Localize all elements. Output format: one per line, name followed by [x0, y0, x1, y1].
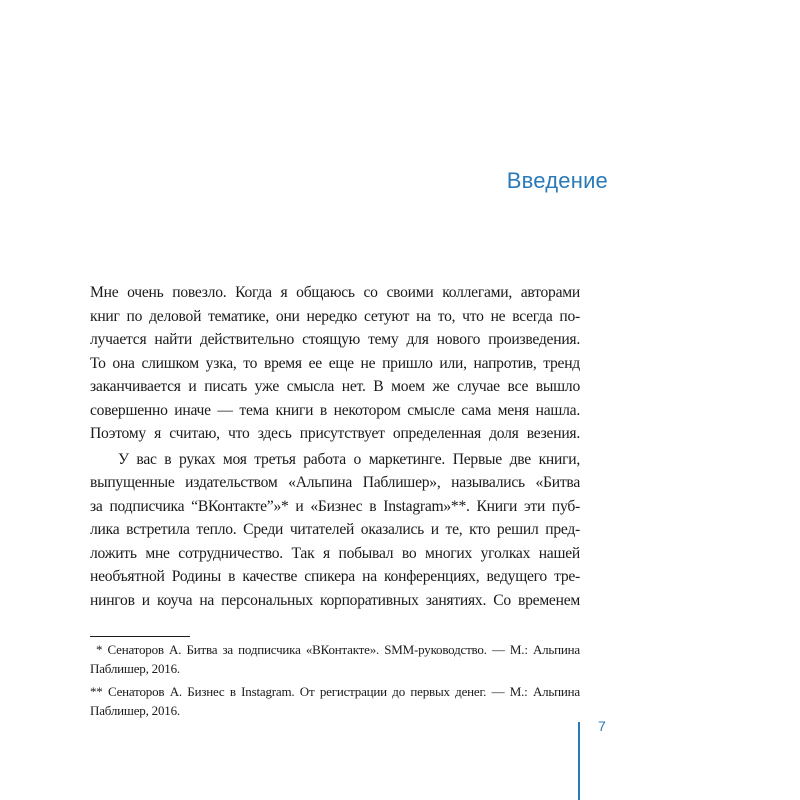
paragraph-line: необъятной Родины в качестве спикера на конференциях, ведущего тре-	[90, 568, 580, 585]
body-text	[90, 281, 580, 612]
paragraph-line: книг по деловой тематике, они нередко сетуют на то, что не всегда по-	[90, 307, 580, 325]
paragraph-line: ложить мне сотрудничество. Так я побывал во многих уголках нашей	[90, 544, 580, 562]
paragraph-line: Мне очень повезло. Когда я общаюсь со своими коллегами, авторами	[90, 284, 580, 301]
paragraph-line: выпущенные издательством «Альпина Паблишер», назывались «Битва	[90, 474, 580, 491]
footnotes	[90, 640, 580, 720]
footnote-line: ** Сенаторов А. Бизнес в Instagram. От регистрации до первых денег. — М.: Альпина	[90, 684, 580, 699]
paragraph-2	[90, 448, 580, 613]
paragraph-line: лика встретила тепло. Среди читателей оказались и те, кто решил пред-	[90, 521, 580, 538]
footnote-line: * Сенаторов А. Битва за подписчика «ВКонтакте». SMM-руководство. — М.: Альпина	[96, 642, 580, 657]
paragraph-line: нингов и коуча на персональных корпоративных занятиях. Со временем	[90, 591, 580, 609]
footnote-divider	[90, 636, 190, 637]
footnote-1	[90, 640, 580, 678]
paragraph-line: совершенно иначе — тема книги в некотором смысле сама меня нашла.	[90, 401, 580, 419]
chapter-title: Введение	[506, 168, 608, 193]
page-number: 7	[598, 718, 606, 734]
paragraph-line: Поэтому я считаю, что здесь присутствует определенная доля везения.	[90, 425, 580, 442]
paragraph-line: У вас в руках моя третья работа о маркетинге. Первые две книги,	[118, 450, 580, 468]
footnote-line: Паблишер, 2016.	[90, 661, 180, 676]
paragraph-line: То она слишком узка, то время ее еще не пришло или, напротив, тренд	[90, 354, 580, 372]
paragraph-line: за подписчика “ВКонтакте”»* и «Бизнес в Instagram»**. Книги эти пуб-	[90, 497, 580, 515]
footnote-2	[90, 682, 580, 720]
paragraph-line: лучается найти действительно стоящую тему для нового произведения.	[90, 331, 580, 348]
paragraph-line: заканчивается и писать уже смысла нет. В моем же случае все вышло	[90, 378, 580, 395]
footnote-line: Паблишер, 2016.	[90, 703, 180, 718]
page-number-marker	[578, 722, 580, 800]
paragraph-1	[90, 281, 580, 446]
